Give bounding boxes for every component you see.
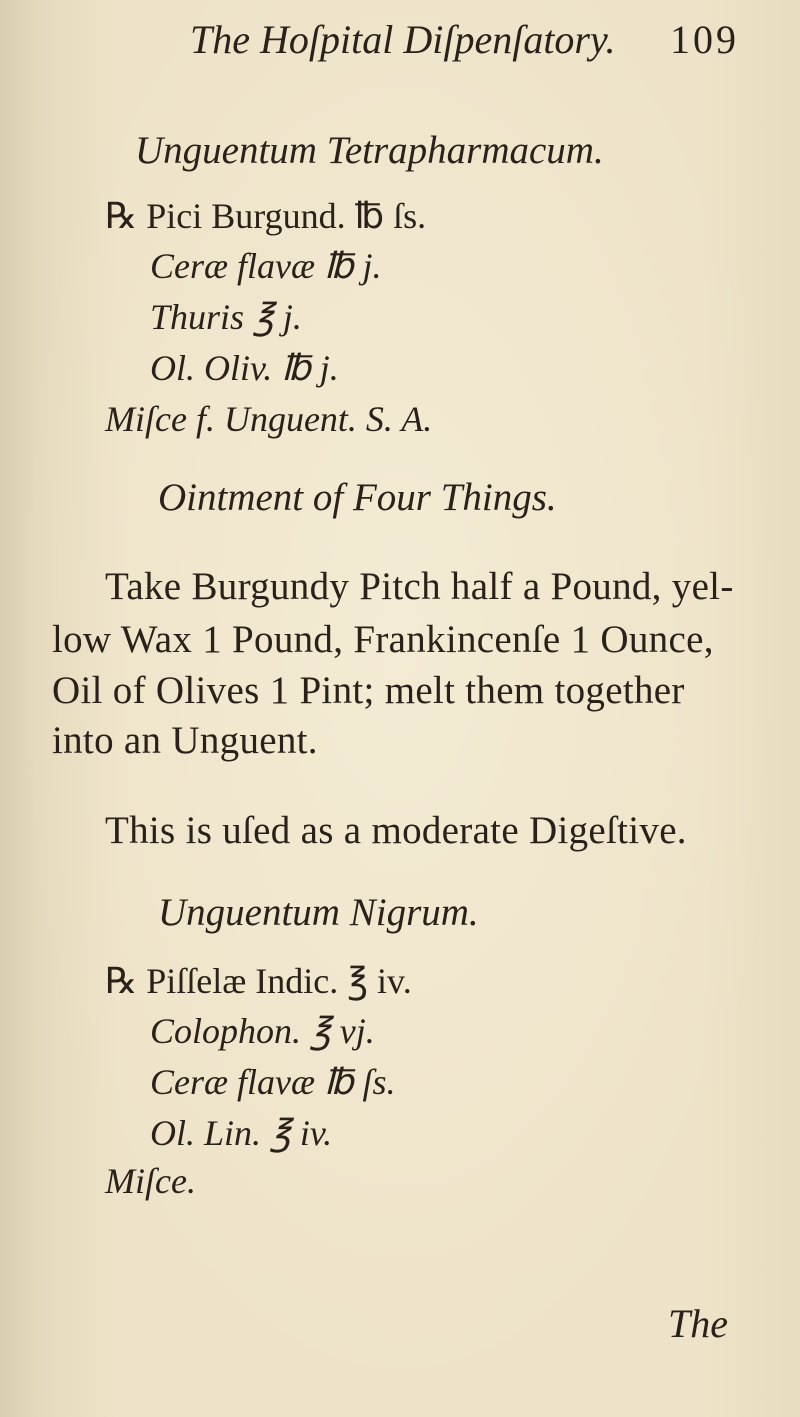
running-header [190, 16, 739, 63]
usage-note: This is uſed as a moderate Digeſtive. [105, 809, 687, 852]
recipe-title-tetrapharmacum: Unguentum Tetrapharmacum. [135, 129, 604, 172]
paragraph-line: low Wax 1 Pound, Frankincenſe 1 Ounce, [52, 618, 714, 661]
prescription-line: Colophon. ℥ vj. [150, 1011, 375, 1051]
page-number: 109 [670, 17, 739, 62]
running-title: The Hoſpital Diſpenſatory. [190, 17, 616, 62]
paragraph-line: into an Unguent. [52, 719, 318, 762]
prescription-line: ℞ Piſſelæ Indic. ℥ iv. [105, 961, 412, 1001]
paragraph-line: Take Burgundy Pitch half a Pound, yel- [105, 565, 734, 608]
recipe-title-four-things: Ointment of Four Things. [158, 476, 557, 519]
prescription-line: Ceræ flavæ ℔ j. [150, 246, 382, 286]
prescription-line: Ceræ flavæ ℔ ſs. [150, 1062, 396, 1102]
prescription-line: ℞ Pici Burgund. ℔ ſs. [105, 196, 427, 236]
paragraph-line: Oil of Olives 1 Pint; melt them together [52, 669, 685, 712]
prescription-line: Thuris ℥ j. [150, 297, 302, 337]
prescription-line: Miſce f. Unguent. S. A. [105, 399, 433, 439]
recipe-title-nigrum: Unguentum Nigrum. [158, 891, 479, 934]
prescription-line: Ol. Lin. ℥ iv. [150, 1113, 333, 1153]
prescription-line: Miſce. [105, 1161, 196, 1201]
catchword: The [668, 1301, 728, 1346]
prescription-line: Ol. Oliv. ℔ j. [150, 348, 339, 388]
